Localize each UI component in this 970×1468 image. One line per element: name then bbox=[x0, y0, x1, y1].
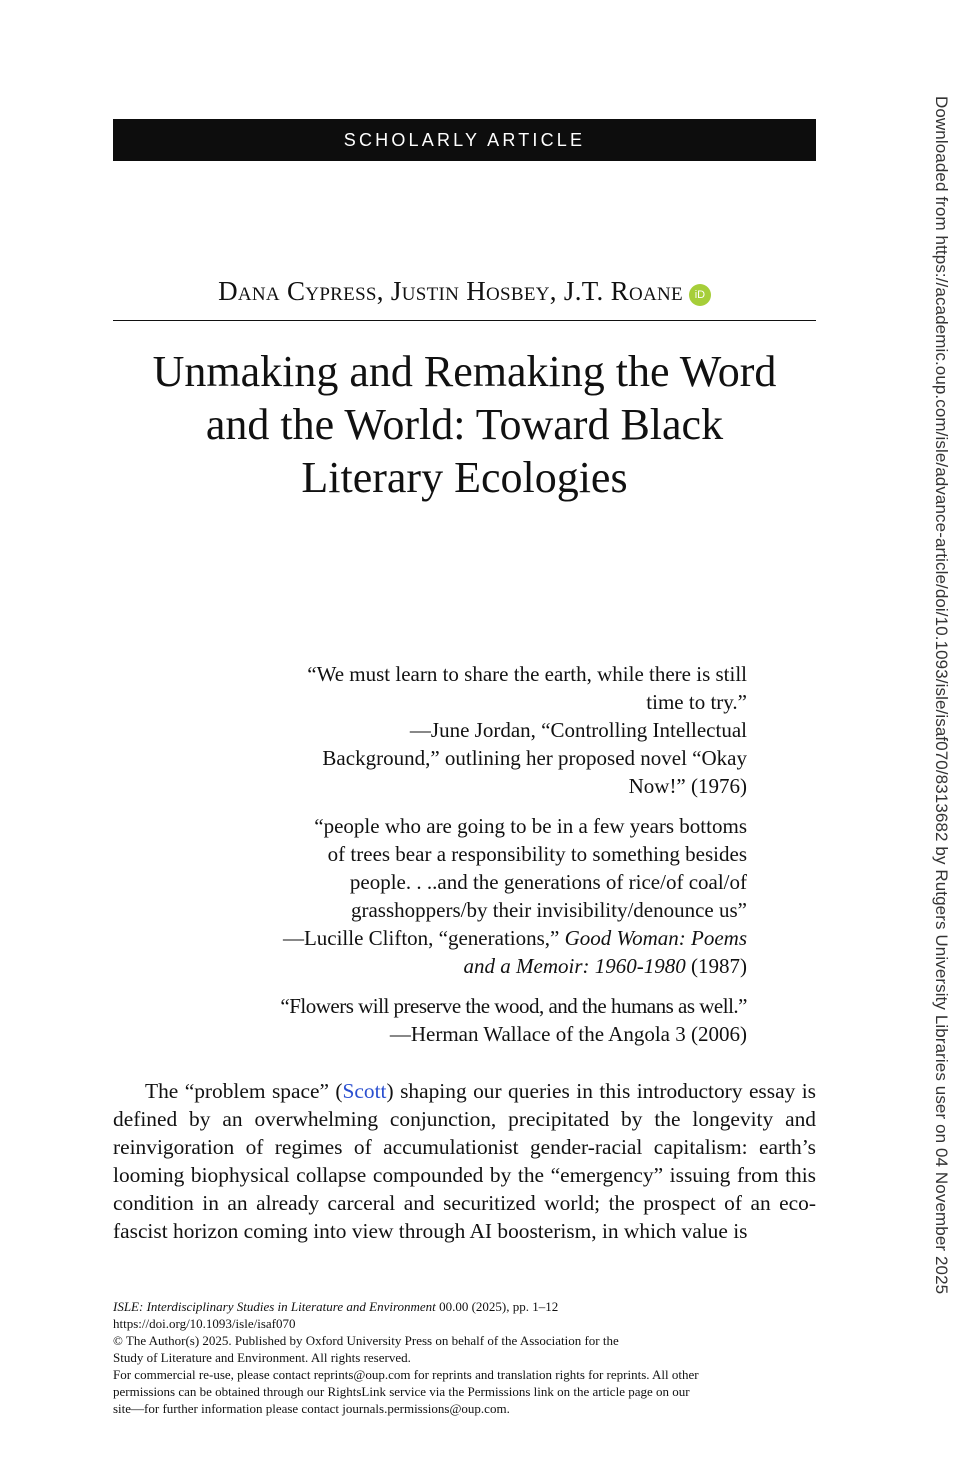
orcid-icon[interactable]: iD bbox=[689, 284, 711, 306]
epigraph-attribution bbox=[175, 952, 747, 980]
epigraphs bbox=[175, 660, 747, 1060]
citation-link-scott[interactable]: Scott bbox=[342, 1079, 387, 1103]
download-watermark: Downloaded from https://academic.oup.com/isle/advance-article/doi/10.1093/isle/isaf070/8313682 by Rutgers University Libraries user on 04 November 2025 bbox=[932, 96, 951, 1295]
permissions-line: permissions can be obtained through our RightsLink service via the Permissions link on the article page on our bbox=[113, 1384, 690, 1399]
body-paragraph bbox=[113, 1077, 816, 1245]
epigraph-clifton bbox=[175, 812, 747, 980]
title-line-3: Literary Ecologies bbox=[301, 453, 628, 502]
epigraph-attribution: —Herman Wallace of the Angola 3 (2006) bbox=[389, 1022, 747, 1046]
article-title bbox=[113, 345, 816, 504]
author-list bbox=[113, 276, 816, 307]
epigraph-line: people. . ..and the generations of rice/of coal/of bbox=[349, 870, 747, 894]
journal-volume: 00.00 (2025), pp. 1–12 bbox=[435, 1299, 559, 1314]
attribution-year: (1987) bbox=[685, 954, 747, 978]
epigraph-attribution: —June Jordan, “Controlling Intellectual bbox=[409, 718, 747, 742]
title-line-1: Unmaking and Remaking the Word bbox=[152, 347, 777, 396]
attribution-book-title: Good Woman: Poems bbox=[564, 926, 747, 950]
epigraph-line: grasshoppers/by their invisibility/denounce us” bbox=[350, 898, 747, 922]
epigraph-attribution: Now!” (1976) bbox=[628, 774, 747, 798]
author-divider bbox=[113, 320, 816, 321]
attribution-book-subtitle: and a Memoir: 1960-1980 bbox=[463, 954, 686, 978]
body-text-rest: ) shaping our queries in this introductory essay is defined by an overwhelming conjunction, precipitated by the longevity and reinvigoration of regimes of accumulationist gender-racial capitalism: earth’s looming biophysical collapse compounded by the “emergency” issuing from this condition in an already carceral and securitized world; the prospect of an eco-fascist horizon coming into view through AI boosterism, in which value is bbox=[113, 1079, 816, 1243]
copyright-line: Study of Literature and Environment. All rights reserved. bbox=[113, 1350, 411, 1365]
copyright-line: © The Author(s) 2025. Published by Oxford University Press on behalf of the Association for the bbox=[113, 1333, 619, 1348]
epigraph-line: “We must learn to share the earth, while there is still bbox=[307, 662, 747, 686]
journal-name: ISLE: Interdisciplinary Studies in Literature and Environment bbox=[113, 1299, 436, 1314]
epigraph-wallace bbox=[175, 992, 747, 1048]
epigraph-jordan bbox=[175, 660, 747, 800]
epigraph-line: time to try.” bbox=[646, 690, 747, 714]
journal-citation bbox=[113, 1298, 816, 1315]
attribution-prefix: —Lucille Clifton, “generations,” bbox=[282, 926, 565, 950]
article-type-banner bbox=[113, 119, 816, 161]
body-text-start: The “problem space” ( bbox=[145, 1079, 343, 1103]
epigraph-line: “people who are going to be in a few years bottoms bbox=[314, 814, 747, 838]
author-names: Dana Cypress, Justin Hosbey, J.T. Roane bbox=[218, 276, 683, 306]
epigraph-line: of trees bear a responsibility to something besides bbox=[327, 842, 747, 866]
title-line-2: and the World: Toward Black bbox=[205, 400, 724, 449]
epigraph-line: “Flowers will preserve the wood, and the humans as well.” bbox=[280, 994, 747, 1018]
article-type-label: SCHOLARLY ARTICLE bbox=[343, 129, 586, 150]
epigraph-attribution: Background,” outlining her proposed novel “Okay bbox=[322, 746, 747, 770]
permissions-line: For commercial re-use, please contact reprints@oup.com for reprints and translation rights for reprints. All other bbox=[113, 1367, 699, 1382]
epigraph-attribution bbox=[175, 924, 747, 952]
article-footer bbox=[113, 1298, 816, 1417]
doi-link[interactable]: https://doi.org/10.1093/isle/isaf070 bbox=[113, 1316, 296, 1331]
permissions-line: site—for further information please contact journals.permissions@oup.com. bbox=[113, 1401, 510, 1416]
